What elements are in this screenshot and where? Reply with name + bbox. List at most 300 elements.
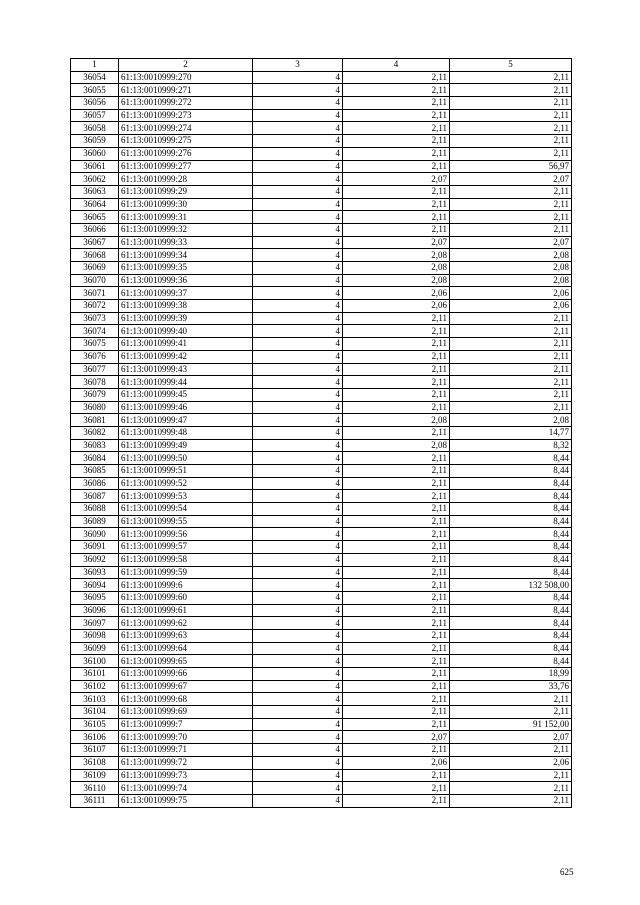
table-cell-col-1: 36058 bbox=[71, 122, 119, 135]
table-cell-col-2: 61:13:0010999:38 bbox=[119, 300, 253, 313]
table-row bbox=[71, 490, 572, 503]
table-cell-col-4: 2,11 bbox=[343, 706, 450, 719]
table-cell-col-4: 2,11 bbox=[343, 579, 450, 592]
table-cell-col-3: 4 bbox=[253, 490, 343, 503]
table-cell-col-2: 61:13:0010999:31 bbox=[119, 211, 253, 224]
table-cell-col-5: 2,06 bbox=[450, 756, 572, 769]
table-row bbox=[71, 376, 572, 389]
table-cell-col-1: 36072 bbox=[71, 300, 119, 313]
table-cell-col-1: 36071 bbox=[71, 287, 119, 300]
table-cell-col-2: 61:13:0010999:34 bbox=[119, 249, 253, 262]
table-cell-col-5: 8,44 bbox=[450, 591, 572, 604]
table-cell-col-1: 36065 bbox=[71, 211, 119, 224]
table-row bbox=[71, 262, 572, 275]
table-cell-col-5: 8,44 bbox=[450, 490, 572, 503]
table-cell-col-5: 2,11 bbox=[450, 97, 572, 110]
table-cell-col-3: 4 bbox=[253, 655, 343, 668]
table-cell-col-3: 4 bbox=[253, 731, 343, 744]
table-cell-col-1: 36107 bbox=[71, 744, 119, 757]
table-cell-col-1: 36106 bbox=[71, 731, 119, 744]
table-cell-col-5: 8,32 bbox=[450, 439, 572, 452]
table-cell-col-2: 61:13:0010999:29 bbox=[119, 185, 253, 198]
table-cell-col-2: 61:13:0010999:275 bbox=[119, 135, 253, 148]
table-cell-col-1: 36090 bbox=[71, 528, 119, 541]
table-cell-col-4: 2,11 bbox=[343, 693, 450, 706]
table-cell-col-1: 36057 bbox=[71, 109, 119, 122]
table-cell-col-1: 36097 bbox=[71, 617, 119, 630]
table-cell-col-2: 61:13:0010999:75 bbox=[119, 794, 253, 807]
table-row bbox=[71, 604, 572, 617]
table-cell-col-3: 4 bbox=[253, 211, 343, 224]
table-row bbox=[71, 629, 572, 642]
table-row bbox=[71, 668, 572, 681]
table-cell-col-4: 2,11 bbox=[343, 147, 450, 160]
table-cell-col-4: 2,11 bbox=[343, 668, 450, 681]
table-row bbox=[71, 693, 572, 706]
table-cell-col-4: 2,11 bbox=[343, 426, 450, 439]
table-cell-col-2: 61:13:0010999:53 bbox=[119, 490, 253, 503]
table-cell-col-1: 36104 bbox=[71, 706, 119, 719]
table-row bbox=[71, 109, 572, 122]
table-cell-col-2: 61:13:0010999:74 bbox=[119, 782, 253, 795]
table-cell-col-4: 2,11 bbox=[343, 185, 450, 198]
table-cell-col-5: 2,11 bbox=[450, 338, 572, 351]
table-cell-col-5: 8,44 bbox=[450, 541, 572, 554]
table-row bbox=[71, 249, 572, 262]
table-cell-col-1: 36081 bbox=[71, 414, 119, 427]
table-cell-col-4: 2,11 bbox=[343, 122, 450, 135]
table-cell-col-4: 2,08 bbox=[343, 249, 450, 262]
table-cell-col-1: 36096 bbox=[71, 604, 119, 617]
table-row bbox=[71, 528, 572, 541]
table-cell-col-4: 2,11 bbox=[343, 350, 450, 363]
table-cell-col-5: 2,11 bbox=[450, 211, 572, 224]
table-cell-col-4: 2,11 bbox=[343, 84, 450, 97]
table-cell-col-3: 4 bbox=[253, 376, 343, 389]
table-cell-col-4: 2,11 bbox=[343, 325, 450, 338]
table-cell-col-3: 4 bbox=[253, 680, 343, 693]
table-cell-col-1: 36082 bbox=[71, 426, 119, 439]
table-cell-col-4: 2,07 bbox=[343, 731, 450, 744]
table-row bbox=[71, 211, 572, 224]
table-cell-col-4: 2,11 bbox=[343, 680, 450, 693]
table-cell-col-2: 61:13:0010999:62 bbox=[119, 617, 253, 630]
table-cell-col-1: 36105 bbox=[71, 718, 119, 731]
table-row bbox=[71, 198, 572, 211]
table-cell-col-4: 2,11 bbox=[343, 312, 450, 325]
table-cell-col-2: 61:13:0010999:271 bbox=[119, 84, 253, 97]
table-cell-col-4: 2,11 bbox=[343, 109, 450, 122]
table-cell-col-5: 2,08 bbox=[450, 414, 572, 427]
table-cell-col-3: 4 bbox=[253, 541, 343, 554]
table-cell-col-4: 2,11 bbox=[343, 338, 450, 351]
table-cell-col-4: 2,07 bbox=[343, 236, 450, 249]
table-cell-col-3: 4 bbox=[253, 604, 343, 617]
table-cell-col-1: 36073 bbox=[71, 312, 119, 325]
table-cell-col-4: 2,11 bbox=[343, 769, 450, 782]
table-cell-col-5: 2,11 bbox=[450, 84, 572, 97]
table-row bbox=[71, 756, 572, 769]
table-body bbox=[71, 71, 572, 807]
table-cell-col-2: 61:13:0010999:60 bbox=[119, 591, 253, 604]
table-row bbox=[71, 769, 572, 782]
table-cell-col-1: 36085 bbox=[71, 465, 119, 478]
table-cell-col-1: 36077 bbox=[71, 363, 119, 376]
table-cell-col-3: 4 bbox=[253, 84, 343, 97]
column-header-2: 2 bbox=[119, 59, 253, 72]
table-cell-col-3: 4 bbox=[253, 109, 343, 122]
table-cell-col-4: 2,11 bbox=[343, 490, 450, 503]
table-cell-col-3: 4 bbox=[253, 591, 343, 604]
table-cell-col-5: 2,11 bbox=[450, 325, 572, 338]
table-cell-col-5: 2,11 bbox=[450, 794, 572, 807]
table-cell-col-5: 2,11 bbox=[450, 312, 572, 325]
table-cell-col-4: 2,11 bbox=[343, 591, 450, 604]
table-cell-col-5: 8,44 bbox=[450, 617, 572, 630]
table-cell-col-1: 36087 bbox=[71, 490, 119, 503]
column-header-3: 3 bbox=[253, 59, 343, 72]
table-cell-col-1: 36086 bbox=[71, 477, 119, 490]
table-cell-col-5: 2,11 bbox=[450, 388, 572, 401]
table-cell-col-3: 4 bbox=[253, 439, 343, 452]
table-cell-col-3: 4 bbox=[253, 465, 343, 478]
table-cell-col-1: 36075 bbox=[71, 338, 119, 351]
table-row bbox=[71, 477, 572, 490]
table-row bbox=[71, 731, 572, 744]
table-cell-col-4: 2,11 bbox=[343, 503, 450, 516]
table-cell-col-3: 4 bbox=[253, 262, 343, 275]
table-cell-col-5: 2,08 bbox=[450, 249, 572, 262]
table-cell-col-1: 36098 bbox=[71, 629, 119, 642]
table-row bbox=[71, 97, 572, 110]
table-cell-col-2: 61:13:0010999:64 bbox=[119, 642, 253, 655]
table-cell-col-2: 61:13:0010999:273 bbox=[119, 109, 253, 122]
table-cell-col-2: 61:13:0010999:65 bbox=[119, 655, 253, 668]
table-row bbox=[71, 465, 572, 478]
table-cell-col-5: 2,08 bbox=[450, 262, 572, 275]
table-cell-col-1: 36093 bbox=[71, 566, 119, 579]
table-row bbox=[71, 147, 572, 160]
table-cell-col-5: 2,07 bbox=[450, 731, 572, 744]
table-cell-col-1: 36100 bbox=[71, 655, 119, 668]
table-cell-col-5: 8,44 bbox=[450, 452, 572, 465]
table-cell-col-1: 36070 bbox=[71, 274, 119, 287]
table-cell-col-4: 2,11 bbox=[343, 528, 450, 541]
table-cell-col-3: 4 bbox=[253, 287, 343, 300]
table-cell-col-2: 61:13:0010999:270 bbox=[119, 71, 253, 84]
table-cell-col-3: 4 bbox=[253, 528, 343, 541]
table-cell-col-3: 4 bbox=[253, 756, 343, 769]
table-cell-col-2: 61:13:0010999:37 bbox=[119, 287, 253, 300]
table-cell-col-4: 2,11 bbox=[343, 642, 450, 655]
table-cell-col-2: 61:13:0010999:50 bbox=[119, 452, 253, 465]
table-row bbox=[71, 338, 572, 351]
table-cell-col-4: 2,11 bbox=[343, 71, 450, 84]
table-row bbox=[71, 274, 572, 287]
table-cell-col-3: 4 bbox=[253, 782, 343, 795]
table-cell-col-3: 4 bbox=[253, 147, 343, 160]
table-row bbox=[71, 300, 572, 313]
table-cell-col-3: 4 bbox=[253, 325, 343, 338]
table-cell-col-3: 4 bbox=[253, 223, 343, 236]
table-row bbox=[71, 706, 572, 719]
table-cell-col-5: 8,44 bbox=[450, 655, 572, 668]
table-cell-col-1: 36074 bbox=[71, 325, 119, 338]
table-cell-col-3: 4 bbox=[253, 642, 343, 655]
table-cell-col-3: 4 bbox=[253, 173, 343, 186]
table-cell-col-3: 4 bbox=[253, 515, 343, 528]
table-cell-col-5: 8,44 bbox=[450, 477, 572, 490]
table-cell-col-5: 33,76 bbox=[450, 680, 572, 693]
table-cell-col-2: 61:13:0010999:277 bbox=[119, 160, 253, 173]
table-cell-col-4: 2,11 bbox=[343, 401, 450, 414]
table-cell-col-1: 36091 bbox=[71, 541, 119, 554]
table-row bbox=[71, 71, 572, 84]
table-cell-col-3: 4 bbox=[253, 300, 343, 313]
table-cell-col-4: 2,06 bbox=[343, 287, 450, 300]
table-cell-col-2: 61:13:0010999:73 bbox=[119, 769, 253, 782]
table-cell-col-4: 2,11 bbox=[343, 452, 450, 465]
table-cell-col-4: 2,11 bbox=[343, 211, 450, 224]
table-row bbox=[71, 388, 572, 401]
table-cell-col-2: 61:13:0010999:48 bbox=[119, 426, 253, 439]
table-cell-col-3: 4 bbox=[253, 566, 343, 579]
table-cell-col-1: 36062 bbox=[71, 173, 119, 186]
table-row bbox=[71, 642, 572, 655]
table-cell-col-2: 61:13:0010999:274 bbox=[119, 122, 253, 135]
table-cell-col-1: 36055 bbox=[71, 84, 119, 97]
table-cell-col-2: 61:13:0010999:42 bbox=[119, 350, 253, 363]
table-cell-col-1: 36080 bbox=[71, 401, 119, 414]
table-cell-col-5: 8,44 bbox=[450, 629, 572, 642]
table-cell-col-4: 2,11 bbox=[343, 97, 450, 110]
table-cell-col-5: 8,44 bbox=[450, 465, 572, 478]
table-cell-col-3: 4 bbox=[253, 71, 343, 84]
table-cell-col-4: 2,11 bbox=[343, 604, 450, 617]
table-cell-col-2: 61:13:0010999:45 bbox=[119, 388, 253, 401]
table-cell-col-1: 36108 bbox=[71, 756, 119, 769]
table-row bbox=[71, 414, 572, 427]
table-cell-col-5: 2,11 bbox=[450, 782, 572, 795]
table-cell-col-2: 61:13:0010999:7 bbox=[119, 718, 253, 731]
table-cell-col-1: 36099 bbox=[71, 642, 119, 655]
table-cell-col-1: 36076 bbox=[71, 350, 119, 363]
table-cell-col-3: 4 bbox=[253, 629, 343, 642]
table-cell-col-4: 2,11 bbox=[343, 744, 450, 757]
table-cell-col-5: 8,44 bbox=[450, 566, 572, 579]
table-cell-col-4: 2,11 bbox=[343, 566, 450, 579]
table-cell-col-2: 61:13:0010999:61 bbox=[119, 604, 253, 617]
table-row bbox=[71, 566, 572, 579]
table-cell-col-1: 36067 bbox=[71, 236, 119, 249]
table-cell-col-1: 36069 bbox=[71, 262, 119, 275]
table-cell-col-5: 8,44 bbox=[450, 604, 572, 617]
table-cell-col-3: 4 bbox=[253, 185, 343, 198]
table-cell-col-2: 61:13:0010999:58 bbox=[119, 553, 253, 566]
table-row bbox=[71, 515, 572, 528]
table-cell-col-2: 61:13:0010999:44 bbox=[119, 376, 253, 389]
table-cell-col-3: 4 bbox=[253, 794, 343, 807]
table-row bbox=[71, 185, 572, 198]
table-cell-col-4: 2,11 bbox=[343, 718, 450, 731]
table-cell-col-3: 4 bbox=[253, 414, 343, 427]
table-cell-col-4: 2,08 bbox=[343, 414, 450, 427]
table-cell-col-3: 4 bbox=[253, 388, 343, 401]
table-cell-col-5: 8,44 bbox=[450, 553, 572, 566]
table-cell-col-3: 4 bbox=[253, 401, 343, 414]
table-cell-col-5: 132 508,00 bbox=[450, 579, 572, 592]
table-cell-col-5: 8,44 bbox=[450, 515, 572, 528]
table-cell-col-3: 4 bbox=[253, 160, 343, 173]
table-row bbox=[71, 503, 572, 516]
table-cell-col-5: 2,07 bbox=[450, 173, 572, 186]
table-cell-col-2: 61:13:0010999:54 bbox=[119, 503, 253, 516]
table-cell-col-2: 61:13:0010999:70 bbox=[119, 731, 253, 744]
table-cell-col-2: 61:13:0010999:35 bbox=[119, 262, 253, 275]
table-cell-col-3: 4 bbox=[253, 122, 343, 135]
table-cell-col-3: 4 bbox=[253, 274, 343, 287]
table-row bbox=[71, 541, 572, 554]
table-cell-col-4: 2,08 bbox=[343, 274, 450, 287]
table-cell-col-5: 8,44 bbox=[450, 528, 572, 541]
table-cell-col-2: 61:13:0010999:28 bbox=[119, 173, 253, 186]
data-table bbox=[70, 58, 572, 808]
table-cell-col-4: 2,11 bbox=[343, 617, 450, 630]
table-cell-col-2: 61:13:0010999:41 bbox=[119, 338, 253, 351]
table-cell-col-3: 4 bbox=[253, 617, 343, 630]
table-cell-col-3: 4 bbox=[253, 706, 343, 719]
table-cell-col-3: 4 bbox=[253, 363, 343, 376]
table-cell-col-5: 2,11 bbox=[450, 198, 572, 211]
table-row bbox=[71, 744, 572, 757]
table-cell-col-2: 61:13:0010999:68 bbox=[119, 693, 253, 706]
column-header-1: 1 bbox=[71, 59, 119, 72]
table-cell-col-2: 61:13:0010999:49 bbox=[119, 439, 253, 452]
table-cell-col-2: 61:13:0010999:69 bbox=[119, 706, 253, 719]
table-cell-col-5: 2,08 bbox=[450, 274, 572, 287]
table-cell-col-5: 2,11 bbox=[450, 223, 572, 236]
table-cell-col-1: 36078 bbox=[71, 376, 119, 389]
table-cell-col-5: 2,11 bbox=[450, 122, 572, 135]
table-cell-col-2: 61:13:0010999:47 bbox=[119, 414, 253, 427]
table-cell-col-1: 36083 bbox=[71, 439, 119, 452]
table-row bbox=[71, 591, 572, 604]
table-cell-col-2: 61:13:0010999:59 bbox=[119, 566, 253, 579]
table-cell-col-4: 2,07 bbox=[343, 173, 450, 186]
table-cell-col-3: 4 bbox=[253, 312, 343, 325]
table-cell-col-3: 4 bbox=[253, 744, 343, 757]
table-cell-col-3: 4 bbox=[253, 97, 343, 110]
table-cell-col-1: 36061 bbox=[71, 160, 119, 173]
table-cell-col-1: 36068 bbox=[71, 249, 119, 262]
table-cell-col-5: 2,06 bbox=[450, 300, 572, 313]
table-row bbox=[71, 617, 572, 630]
table-cell-col-3: 4 bbox=[253, 338, 343, 351]
table-cell-col-4: 2,11 bbox=[343, 363, 450, 376]
table-cell-col-2: 61:13:0010999:66 bbox=[119, 668, 253, 681]
table-cell-col-4: 2,11 bbox=[343, 782, 450, 795]
table-cell-col-2: 61:13:0010999:51 bbox=[119, 465, 253, 478]
table-cell-col-2: 61:13:0010999:6 bbox=[119, 579, 253, 592]
table-cell-col-2: 61:13:0010999:276 bbox=[119, 147, 253, 160]
table-cell-col-4: 2,11 bbox=[343, 515, 450, 528]
table-cell-col-3: 4 bbox=[253, 249, 343, 262]
table-cell-col-5: 2,11 bbox=[450, 769, 572, 782]
table-cell-col-2: 61:13:0010999:55 bbox=[119, 515, 253, 528]
page-number: 625 bbox=[560, 867, 574, 877]
table-cell-col-5: 2,11 bbox=[450, 376, 572, 389]
table-cell-col-5: 2,11 bbox=[450, 147, 572, 160]
table-cell-col-5: 2,06 bbox=[450, 287, 572, 300]
table-cell-col-1: 36109 bbox=[71, 769, 119, 782]
table-row bbox=[71, 553, 572, 566]
table-cell-col-3: 4 bbox=[253, 503, 343, 516]
table-cell-col-3: 4 bbox=[253, 452, 343, 465]
table-row bbox=[71, 325, 572, 338]
table-cell-col-2: 61:13:0010999:56 bbox=[119, 528, 253, 541]
table-cell-col-1: 36059 bbox=[71, 135, 119, 148]
table-row bbox=[71, 782, 572, 795]
table-row bbox=[71, 312, 572, 325]
table-cell-col-1: 36066 bbox=[71, 223, 119, 236]
table-cell-col-4: 2,11 bbox=[343, 541, 450, 554]
table-cell-col-4: 2,11 bbox=[343, 135, 450, 148]
table-cell-col-3: 4 bbox=[253, 236, 343, 249]
table-cell-col-5: 2,11 bbox=[450, 744, 572, 757]
column-header-4: 4 bbox=[343, 59, 450, 72]
table-cell-col-5: 56,97 bbox=[450, 160, 572, 173]
table-cell-col-3: 4 bbox=[253, 553, 343, 566]
table-cell-col-4: 2,11 bbox=[343, 794, 450, 807]
table-cell-col-4: 2,11 bbox=[343, 198, 450, 211]
table-row bbox=[71, 223, 572, 236]
table-cell-col-2: 61:13:0010999:43 bbox=[119, 363, 253, 376]
table-cell-col-2: 61:13:0010999:46 bbox=[119, 401, 253, 414]
table-row bbox=[71, 173, 572, 186]
table-cell-col-1: 36089 bbox=[71, 515, 119, 528]
table-cell-col-1: 36092 bbox=[71, 553, 119, 566]
table-row bbox=[71, 439, 572, 452]
table-cell-col-4: 2,08 bbox=[343, 262, 450, 275]
table-cell-col-3: 4 bbox=[253, 718, 343, 731]
table-cell-col-1: 36103 bbox=[71, 693, 119, 706]
table-cell-col-5: 2,11 bbox=[450, 109, 572, 122]
table-cell-col-3: 4 bbox=[253, 350, 343, 363]
table-cell-col-1: 36111 bbox=[71, 794, 119, 807]
table-cell-col-5: 2,11 bbox=[450, 363, 572, 376]
table-cell-col-3: 4 bbox=[253, 198, 343, 211]
table-cell-col-2: 61:13:0010999:30 bbox=[119, 198, 253, 211]
table-cell-col-2: 61:13:0010999:72 bbox=[119, 756, 253, 769]
table-cell-col-5: 8,44 bbox=[450, 503, 572, 516]
table-cell-col-4: 2,11 bbox=[343, 477, 450, 490]
table-cell-col-1: 36102 bbox=[71, 680, 119, 693]
table-cell-col-5: 2,11 bbox=[450, 693, 572, 706]
table-cell-col-2: 61:13:0010999:71 bbox=[119, 744, 253, 757]
table-cell-col-4: 2,11 bbox=[343, 388, 450, 401]
table-row bbox=[71, 350, 572, 363]
table-row bbox=[71, 135, 572, 148]
table-cell-col-5: 2,11 bbox=[450, 706, 572, 719]
table-cell-col-2: 61:13:0010999:33 bbox=[119, 236, 253, 249]
table-cell-col-5: 8,44 bbox=[450, 642, 572, 655]
table-cell-col-2: 61:13:0010999:52 bbox=[119, 477, 253, 490]
table-cell-col-4: 2,11 bbox=[343, 465, 450, 478]
table-row bbox=[71, 794, 572, 807]
table-cell-col-3: 4 bbox=[253, 135, 343, 148]
table-cell-col-1: 36079 bbox=[71, 388, 119, 401]
table-cell-col-5: 14,77 bbox=[450, 426, 572, 439]
